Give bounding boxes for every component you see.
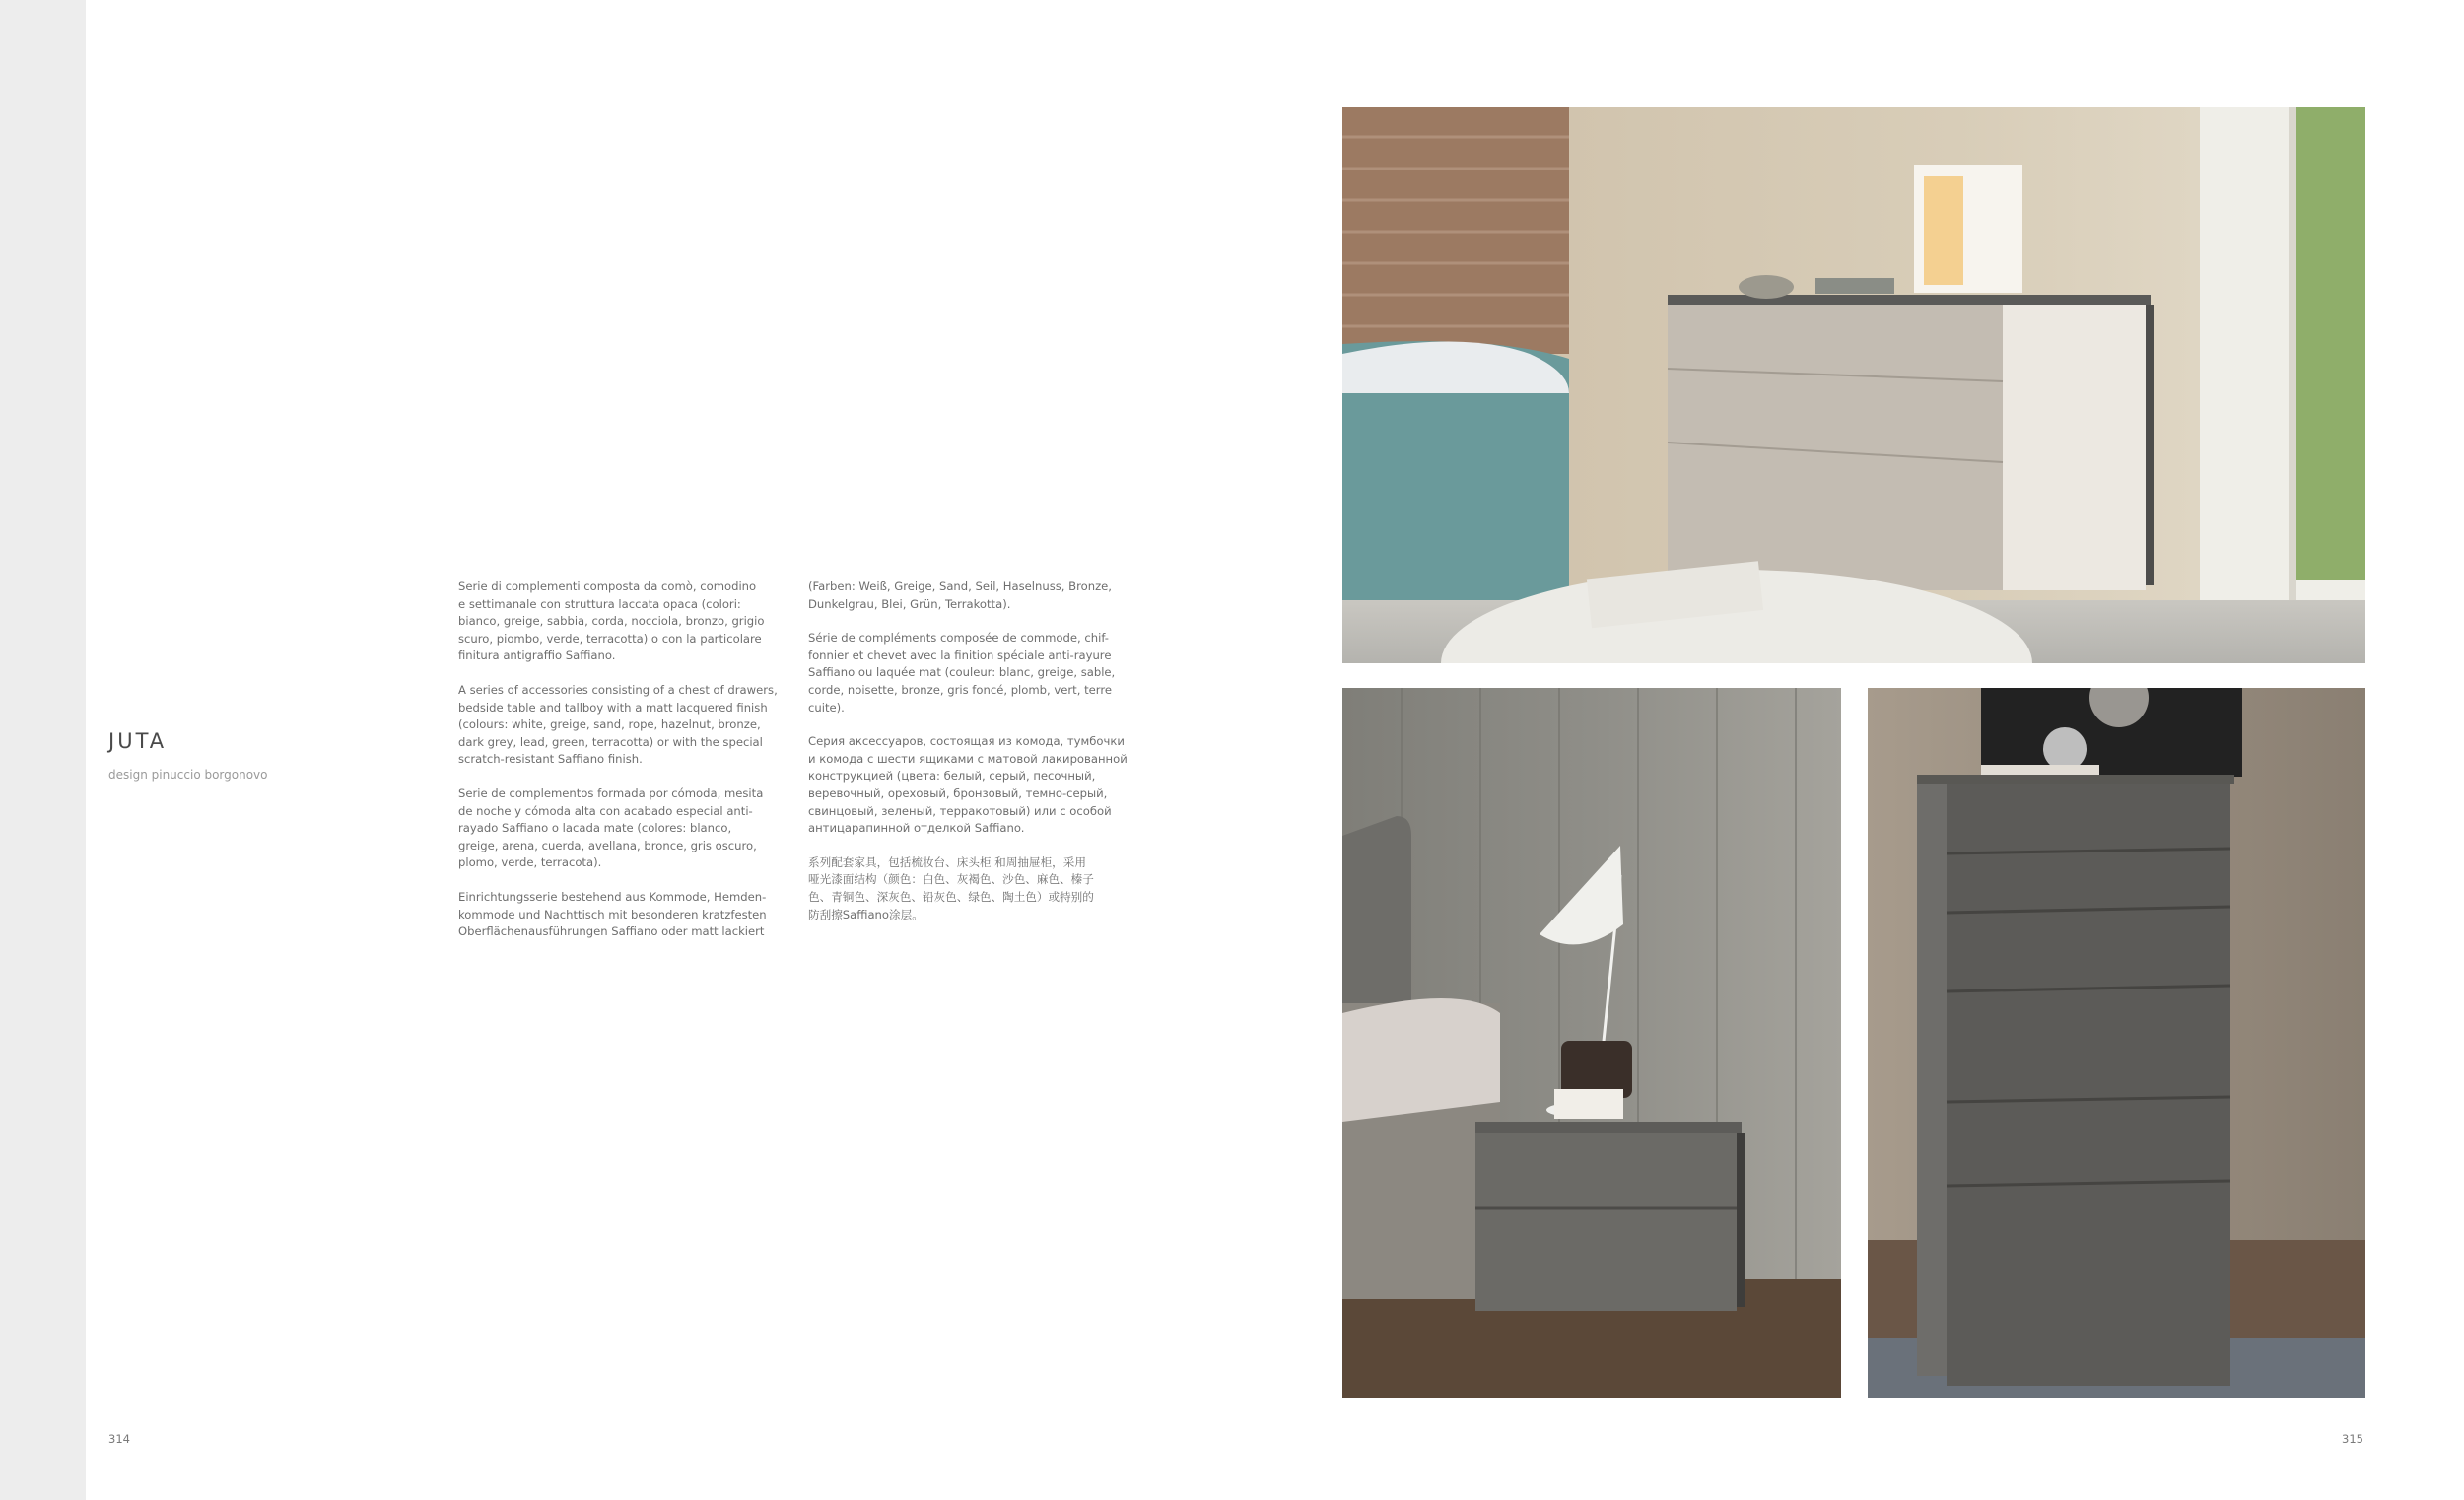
photo-tallboy: [1868, 688, 2365, 1398]
description-french: Série de compléments composée de commode, chif- fonnier et chevet avec la finition spéciale anti-rayure Saffiano ou laquée mat (couleur: blanc, greige, sable, corde, noisette, bronze, gris foncé, plomb, vert, terre cuite).: [808, 631, 1116, 715]
photo-bedside-table: [1342, 688, 1841, 1398]
description-german-part2: (Farben: Weiß, Greige, Sand, Seil, Haselnuss, Bronze, Dunkelgrau, Blei, Grün, Terrakotta).: [808, 580, 1112, 611]
description-column-1: [458, 579, 788, 958]
left-margin-band: [0, 0, 86, 1500]
description-russian: Серия аксессуаров, состоящая из комода, тумбочки и комода с шести ящиками с матовой лакированной конструкцией (цвета: белый, серый, песочный, веревочный, ореховый, бронзовый, темно-серый, свинцовый, зеленый, терракотовый) или с особой антицарапинной отделкой Saffiano.: [808, 734, 1128, 836]
description-chinese: 系列配套家具，包括梳妆台、床头柜 和周抽屉柜，采用 哑光漆面结构（颜色：白色、灰褐色、沙色、麻色、榛子 色、青铜色、深灰色、铅灰色、绿色、陶土色）或特别的 防刮擦Saffiano涂层。: [808, 854, 1094, 921]
page-number-right: 315: [2342, 1432, 2363, 1446]
collection-title: JUTA: [108, 729, 168, 753]
page-number-left: 314: [108, 1432, 130, 1446]
description-italian: Serie di complementi composta da comò, comodino e settimanale con struttura laccata opaca (colori: bianco, greige, sabbia, corda, nocciola, bronzo, grigio scuro, piombo, verde, terracotta) o con la particolare finitura antigraffio Saffiano.: [458, 580, 765, 663]
collection-header: [108, 729, 268, 782]
description-spanish: Serie de complementos formada por cómoda, mesita de noche y cómoda alta con acabado especial anti- rayado Saffiano o lacada mate (colores: blanco, greige, arena, cuerda, avellana, bronce, gris oscuro, plomo, verde, terracota).: [458, 785, 764, 870]
description-german-part1: Einrichtungsserie bestehend aus Kommode, Hemden- kommode und Nachttisch mit besonderen kratzfesten Oberflächenausführungen Saffiano oder matt lackiert: [458, 889, 767, 939]
photo-chest-of-drawers: [1342, 107, 2365, 663]
designer-credit: design pinuccio borgonovo: [108, 768, 268, 782]
description-column-2: [808, 579, 1138, 940]
description-english: A series of accessories consisting of a chest of drawers, bedside table and tallboy with a matt lacquered finish (colours: white, greige, sand, rope, hazelnut, bronze, dark grey, lead, green, terracotta) or with the special scratch-resistant Saffiano finish.: [458, 682, 778, 767]
